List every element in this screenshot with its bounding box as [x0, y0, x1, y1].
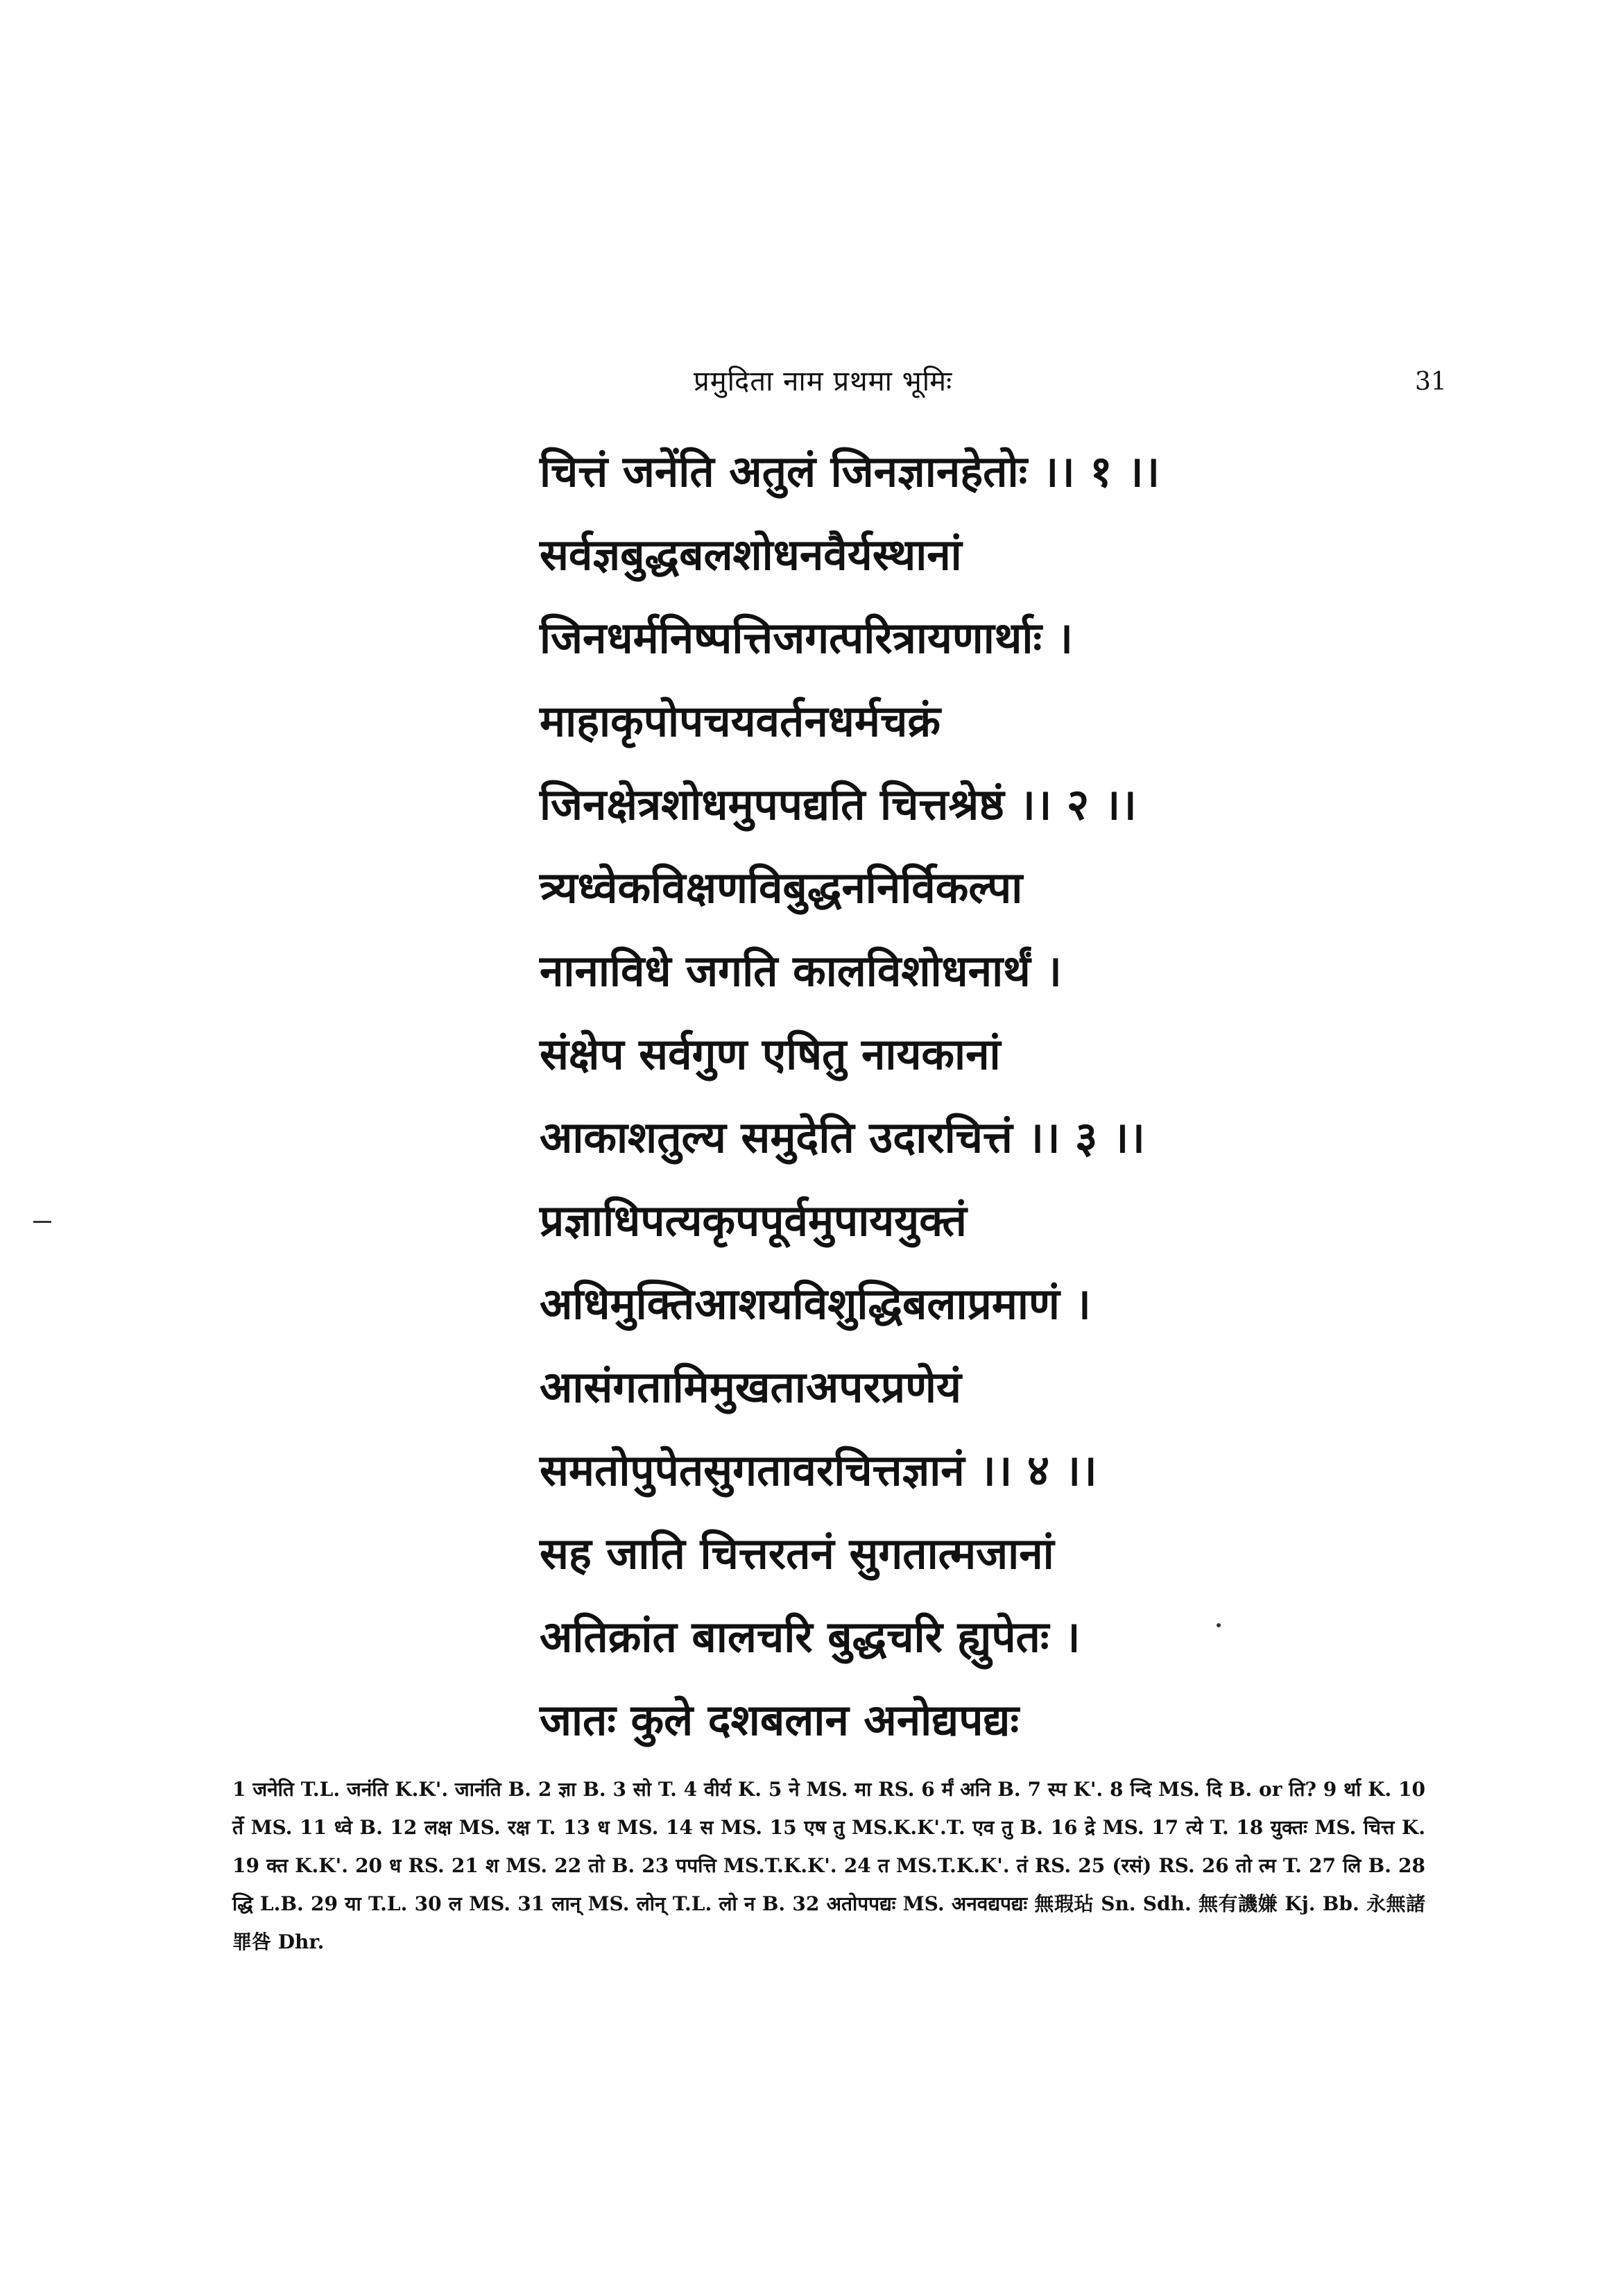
verse-line: सह जाति चित्तरतनं सुगतात्मजानां [540, 1528, 1054, 1579]
verse-line: समतोपुपेतसुगतावरचित्तज्ञानं ।। ४ ।। [540, 1445, 1097, 1496]
margin-mark [33, 1221, 51, 1223]
footnotes: 1 जनेति T.L. जनंति K.K'. जानंति B. 2 ज्ञा B. 3 सो T. 4 वीर्य K. 5 ने MS. मा RS. 6 र्मं अनि B. 7 स्प K'. 8 न्दि MS. दि B. or ति? 9 र्था K. 10 र्ते MS. 11 ध्वे B. 12 लक्ष MS. रक्ष T. 13 ध MS. 14 स MS. 15 एष तु MS.K.K'.T. एव तु B. 16 द्रे MS. 17 त्ये T. 18 युक्तः MS. चित्त K. 19 क्त K.K'. 20 ध RS. 21 श MS. 22 तो B. 23 पपत्ति MS.T.K.K'. 24 त MS.T.K.K'. तं RS. 25 (रसं) RS. 26 तो त्म T. 27 लि B. 28 द्धि L.B. 29 या T.L. 30 ल MS. 31 लान् MS. लोन् T.L. लो न B. 32 अतोपपद्यः MS. अनवद्यपद्यः 無瑕玷 Sn. Sdh. 無有譏嫌 Kj. Bb. 永無諸罪咎 Dhr. [232, 1778, 1425, 1953]
verse-line: जिनधर्मनिष्पत्तिजगत्परित्रायणार्थाः । [540, 612, 1074, 663]
verse-line: अधिमुक्तिआशयविशुद्धिबलाप्रमाणं । [540, 1278, 1091, 1329]
verse-line: प्रज्ञाधिपत्यकृपपूर्वमुपाययुक्तं [540, 1195, 967, 1246]
verse-line: संक्षेप सर्वगुण एषितु नायकानां [540, 1029, 1001, 1079]
verse-line: अतिक्रांत बालचरि बुद्धचरि ह्युपेतः । [540, 1611, 1081, 1662]
verse-line: आसंगतामिमुखताअपरप्रणेयं [540, 1362, 961, 1412]
stray-dot [1217, 1623, 1221, 1627]
verse-block [540, 430, 1441, 1762]
verse-line: सर्वज्ञबुद्धबलशोधनवैर्यस्थानां [540, 529, 962, 580]
verse-line: माहाकृपोपचयवर्तनधर्मचक्रं [540, 696, 941, 746]
page-number: 31 [1415, 368, 1447, 396]
verse-line: नानाविधे जगति कालविशोधनार्थं । [540, 945, 1062, 996]
verse-line: जातः कुले दशबलान अनोद्यपद्यः [540, 1695, 1020, 1745]
verse-line: जिनक्षेत्रशोधमुपपद्यति चित्तश्रेष्ठं ।। २ ।। [540, 779, 1137, 830]
verse-line: चित्तं जनेंति अतुलं जिनज्ञानहेतोः ।। १ ।। [540, 446, 1160, 497]
running-title: प्रमुदिता नाम प्रथमा भूमिः [694, 366, 953, 397]
verse-line: त्र्यध्वेकविक्षणविबुद्धननिर्विकल्पा [540, 862, 1023, 913]
verse-line: आकाशतुल्य समुदेति उदारचित्तं ।। ३ ।। [540, 1112, 1145, 1163]
